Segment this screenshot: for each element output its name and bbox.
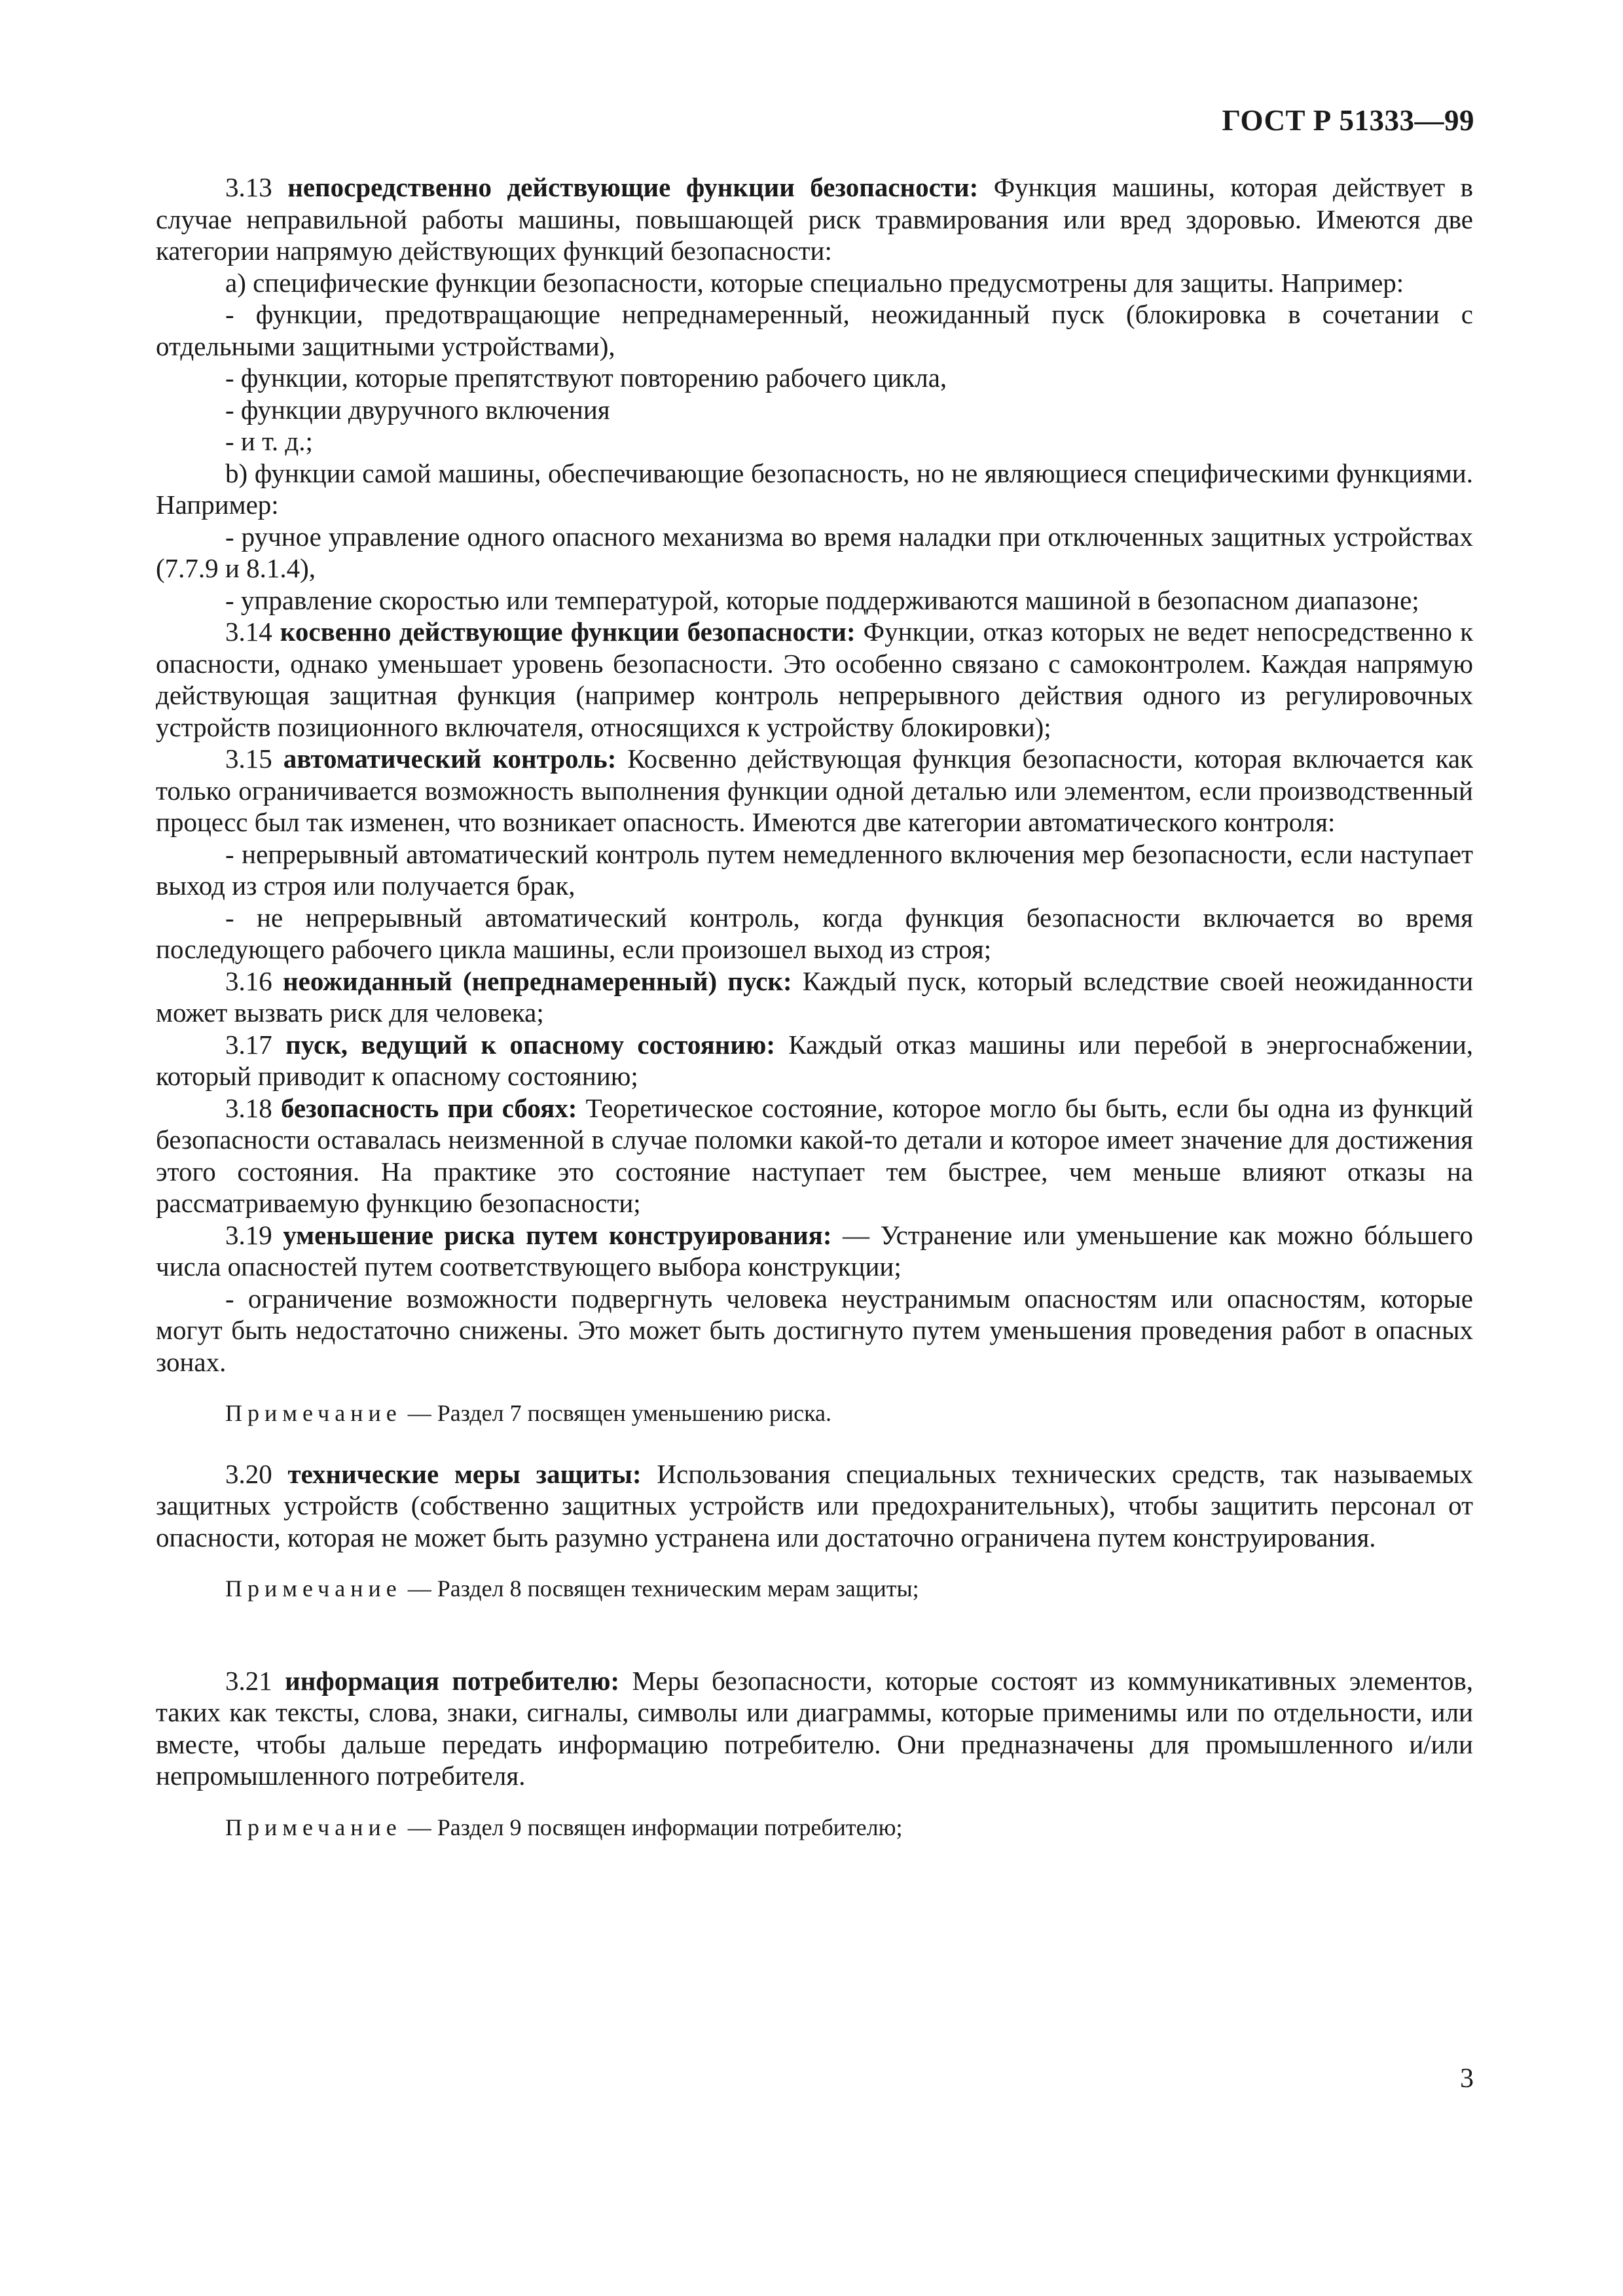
list-item: b) функции самой машины, обеспечивающие безопасность, но не являющиеся специфическими функциями. Например:	[156, 457, 1473, 520]
clause-term: уменьшение риска путем конструирования:	[283, 1219, 832, 1250]
note-label: Примечание	[225, 1814, 402, 1840]
list-item: - функции двуручного включения	[225, 394, 610, 425]
clause-number: 3.16	[225, 965, 272, 996]
clause-definition: Каждый отказ машины или перебой в энергоснабжении, который приводит к опасному состоянию;	[156, 1029, 1474, 1091]
clause-definition: — Устранение или уменьшение как можно бóльшего числа опасностей путем соответствующего выбора конструкции;	[156, 1219, 1474, 1282]
clause-term: безопасность при сбоях:	[280, 1092, 577, 1123]
note-text: — Раздел 9 посвящен информации потребителю;	[407, 1814, 903, 1840]
clause-3-19	[156, 1219, 1473, 1283]
clause-number: 3.21	[225, 1665, 272, 1696]
clause-definition: Использования специальных технических средств, так называемых защитных устройств (собственно защитных устройств или предохранительных), чтобы защитить персонал от опасности, которая не может быть разумно устранена или достаточно ограничена путем конструирования.	[156, 1458, 1474, 1552]
clause-3-14	[156, 616, 1473, 743]
clause-3-13	[156, 171, 1473, 267]
list-item: - и т. д.;	[225, 426, 313, 456]
list-item: - ограничение возможности подвергнуть человека неустранимым опасностям или опасностям, которые могут быть недостаточно снижены. Это может быть достигнуто путем уменьшения проведения работ в опасных зонах.	[156, 1283, 1473, 1377]
clause-definition: Меры безопасности, которые состоят из коммуникативных элементов, таких как тексты, слова, знаки, сигналы, символы или диаграммы, которые применимы или по отдельности, или вместе, чтобы дальше передать информацию потребителю. Они предназначены для промышленного и/или непромышленного потребителя.	[156, 1665, 1474, 1791]
clause-number: 3.19	[225, 1219, 272, 1250]
clause-definition: Теоретическое состояние, которое могло бы быть, если бы одна из функций безопасности оставалась неизменной в случае поломки какой-то детали и которое имеет значение для достижения этого состояния. На практике это состояние наступает тем быстрее, чем меньше влияют отказы на рассматриваемую функцию безопасности;	[156, 1092, 1474, 1218]
note-text: — Раздел 7 посвящен уменьшению риска.	[407, 1400, 832, 1426]
clause-3-16	[156, 965, 1473, 1029]
clause-number: 3.14	[225, 617, 272, 647]
clause-3-21	[156, 1665, 1473, 1792]
note	[156, 1812, 1473, 1844]
list-item: - функции, которые препятствуют повторению рабочего цикла,	[225, 363, 947, 393]
clause-definition: Косвенно действующая функция безопасности, которая включается как только ограничивается возможность выполнения функции одной деталью или элементом, если производственный процесс был так изменен, что возникает опасность. Имеются две категории автоматического контроля:	[156, 744, 1474, 837]
clause-term: неожиданный (непреднамеренный) пуск:	[283, 965, 792, 996]
list-item: - ручное управление одного опасного механизма во время наладки при отключенных защитных устройствах (7.7.9 и 8.1.4),	[156, 521, 1473, 583]
clause-number: 3.15	[225, 744, 272, 774]
document-body	[156, 171, 1473, 1872]
list-item: - управление скоростью или температурой, которые поддерживаются машиной в безопасном диапазоне;	[225, 584, 1419, 615]
page-number: 3	[1460, 2064, 1474, 2094]
note	[156, 1397, 1473, 1429]
note-label: Примечание	[225, 1575, 402, 1602]
clause-3-20	[156, 1458, 1473, 1554]
clause-term: пуск, ведущий к опасному состоянию:	[285, 1029, 776, 1060]
clause-number: 3.20	[225, 1458, 272, 1489]
list-item: - функции, предотвращающие непреднамеренный, неожиданный пуск (блокировка в сочетании с отдельными защитными устройствами),	[156, 299, 1473, 361]
clause-term: непосредственно действующие функции безопасности:	[287, 172, 979, 202]
clause-definition: Каждый пуск, который вследствие своей неожиданности может вызвать риск для человека;	[156, 965, 1474, 1028]
clause-term: косвенно действующие функции безопасности:	[280, 617, 856, 647]
clause-3-17	[156, 1029, 1473, 1092]
list-item: a) специфические функции безопасности, которые специально предусмотрены для защиты. Например:	[225, 267, 1404, 298]
note-text: — Раздел 8 посвящен техническим мерам защиты;	[407, 1575, 919, 1602]
clause-definition: Функции, отказ которых не ведет непосредственно к опасности, однако уменьшает уровень безопасности. Это особенно связано с самоконтролем. Каждая напрямую действующая защитная функция (например контроль непрерывного действия одного из регулировочных устройств позиционного включателя, относящихся к устройству блокировки);	[156, 617, 1474, 742]
clause-term: технические меры защиты:	[287, 1458, 642, 1489]
note	[156, 1573, 1473, 1605]
clause-3-15	[156, 743, 1473, 838]
list-item: - не непрерывный автоматический контроль, когда функция безопасности включается во время последующего рабочего цикла машины, если произошел выход из строя;	[156, 902, 1473, 964]
clause-number: 3.13	[225, 172, 272, 202]
clause-3-18	[156, 1092, 1473, 1219]
document-code: ГОСТ Р 51333—99	[1222, 104, 1474, 137]
clause-number: 3.17	[225, 1029, 272, 1060]
list-item: - непрерывный автоматический контроль путем немедленного включения мер безопасности, если наступает выход из строя или получается брак,	[156, 838, 1473, 901]
clause-term: автоматический контроль:	[283, 744, 617, 774]
clause-term: информация потребителю:	[285, 1665, 620, 1696]
note-label: Примечание	[225, 1400, 402, 1426]
clause-number: 3.18	[225, 1092, 272, 1123]
clause-definition: Функция машины, которая действует в случае неправильной работы машины, повышающей риск травмирования или вред здоровью. Имеются две категории напрямую действующих функций безопасности:	[156, 172, 1474, 266]
